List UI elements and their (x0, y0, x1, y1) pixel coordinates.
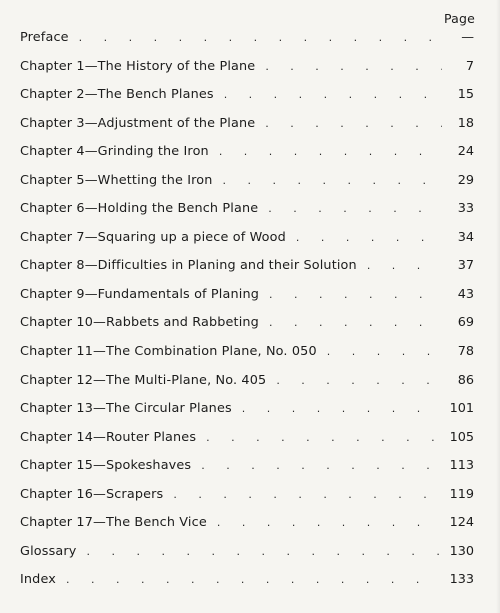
toc-entry-title: Chapter 9—Fundamentals of Planing (20, 286, 259, 302)
toc-entry-page: — (461, 30, 474, 45)
toc-entry-chapter-15[interactable] (20, 458, 474, 487)
toc-entry-chapter-2[interactable] (20, 87, 474, 116)
dot-leader (266, 374, 442, 387)
toc-entry-chapter-13[interactable] (20, 401, 474, 430)
dot-leader (214, 88, 442, 101)
dot-leader (232, 402, 442, 415)
toc-entry-title: Index (20, 572, 56, 588)
toc-entry-title: Chapter 16—Scrapers (20, 486, 164, 502)
toc-entry-chapter-17[interactable] (20, 515, 474, 544)
dot-leader (317, 345, 442, 358)
dot-leader (69, 31, 442, 44)
dot-leader (196, 431, 442, 444)
toc-entry-page: 86 (457, 372, 474, 388)
toc-entry-page: 113 (449, 458, 474, 474)
toc-entry-page: 15 (457, 87, 474, 103)
toc-entry-glossary[interactable] (20, 544, 474, 573)
page-edge-shadow (496, 0, 500, 613)
toc-entry-page: 133 (449, 572, 474, 588)
toc-entry-chapter-7[interactable] (20, 230, 474, 259)
toc-entry-chapter-9[interactable] (20, 287, 474, 316)
dot-leader (259, 288, 442, 301)
toc-entry-page: 119 (449, 486, 474, 502)
toc-entry-page: 29 (457, 172, 474, 188)
toc-entry-title: Preface (20, 30, 69, 45)
dot-leader (255, 117, 442, 130)
toc-entry-chapter-5[interactable] (20, 173, 474, 202)
toc-entry-title: Chapter 10—Rabbets and Rabbeting (20, 315, 259, 331)
dot-leader (357, 259, 442, 272)
dot-leader (258, 202, 442, 215)
dot-leader (163, 488, 442, 501)
toc-entry-title: Chapter 13—The Circular Planes (20, 401, 232, 417)
toc-entry-page: 7 (465, 58, 474, 74)
dot-leader (259, 316, 442, 329)
toc-entry-title: Chapter 4—Grinding the Iron (20, 144, 209, 160)
toc-entry-chapter-6[interactable] (20, 201, 474, 230)
toc-entry-preface[interactable] (20, 30, 474, 59)
toc-entry-chapter-12[interactable] (20, 373, 474, 402)
toc-entry-page: 69 (457, 315, 474, 331)
toc-entry-page: 18 (457, 115, 474, 131)
toc-entry-title: Chapter 14—Router Planes (20, 429, 197, 445)
toc-entry-chapter-4[interactable] (20, 144, 474, 173)
table-of-contents (20, 30, 474, 601)
toc-entry-chapter-14[interactable] (20, 430, 474, 459)
toc-entry-title: Chapter 8—Difficulties in Planing and their Solution (20, 258, 357, 274)
toc-entry-title: Chapter 17—The Bench Vice (20, 515, 207, 531)
toc-entry-title: Chapter 1—The History of the Plane (20, 58, 256, 74)
toc-entry-page: 37 (457, 258, 474, 274)
toc-entry-page: 34 (457, 229, 474, 245)
dot-leader (213, 174, 442, 187)
toc-entry-page: 105 (449, 429, 474, 445)
page-column-header: Page (444, 11, 476, 26)
dot-leader (77, 545, 442, 558)
toc-entry-page: 124 (449, 515, 474, 531)
toc-entry-page: 24 (457, 144, 474, 160)
dot-leader (207, 516, 442, 529)
toc-entry-title: Chapter 5—Whetting the Iron (20, 172, 213, 188)
dot-leader (255, 60, 442, 73)
toc-entry-chapter-16[interactable] (20, 487, 474, 516)
toc-entry-title: Glossary (20, 543, 77, 559)
toc-entry-title: Chapter 6—Holding the Bench Plane (20, 201, 259, 217)
toc-entry-chapter-11[interactable] (20, 344, 474, 373)
toc-entry-page: 43 (457, 286, 474, 302)
toc-entry-title: Chapter 7—Squaring up a piece of Wood (20, 229, 286, 245)
toc-entry-title: Chapter 15—Spokeshaves (20, 458, 192, 474)
dot-leader (56, 573, 442, 586)
toc-entry-title: Chapter 12—The Multi-Plane, No. 405 (20, 372, 267, 388)
toc-entry-title: Chapter 2—The Bench Planes (20, 87, 214, 103)
toc-entry-title: Chapter 3—Adjustment of the Plane (20, 115, 256, 131)
toc-entry-page: 78 (457, 344, 474, 360)
toc-entry-page: 101 (449, 401, 474, 417)
toc-entry-page: 33 (457, 201, 474, 217)
dot-leader (209, 145, 442, 158)
dot-leader (286, 231, 442, 244)
toc-entry-page: 130 (449, 543, 474, 559)
toc-entry-index[interactable] (20, 572, 474, 601)
toc-entry-chapter-10[interactable] (20, 315, 474, 344)
toc-entry-chapter-8[interactable] (20, 258, 474, 287)
toc-entry-chapter-3[interactable] (20, 116, 474, 145)
dot-leader (191, 459, 442, 472)
toc-entry-chapter-1[interactable] (20, 59, 474, 88)
toc-entry-title: Chapter 11—The Combination Plane, No. 050 (20, 344, 317, 360)
